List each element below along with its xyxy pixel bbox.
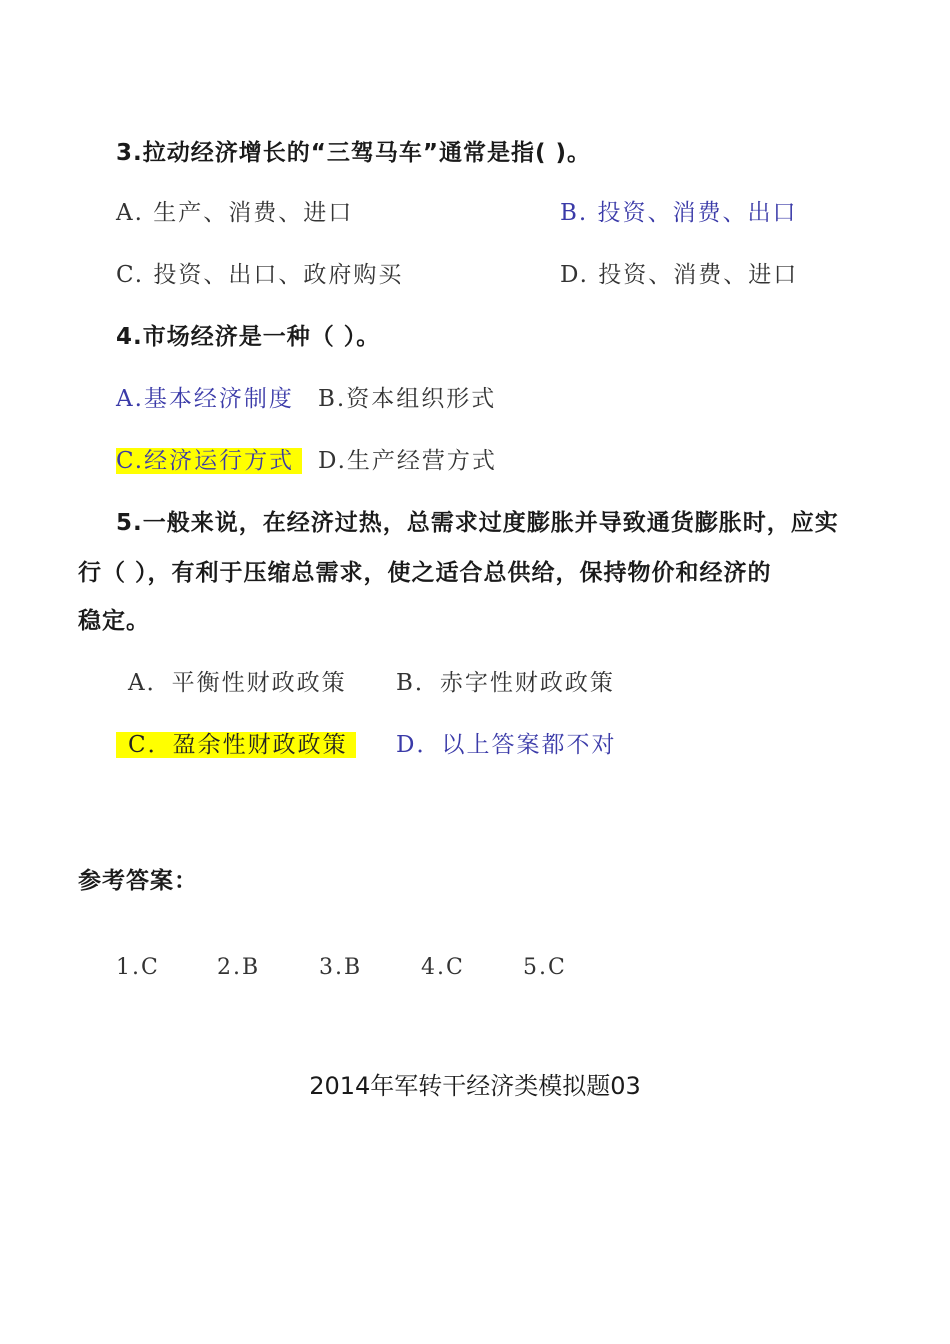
answers-heading: 参考答案： — [78, 868, 198, 894]
question-4-option-a: A.基本经济制度 — [116, 386, 294, 412]
question-3-option-d: D. 投资、消费、进口 — [560, 262, 799, 288]
answer-item: 3.B — [319, 955, 363, 980]
question-5-option-c: C．盈余性财政政策 — [116, 732, 356, 758]
question-3-option-b: B. 投资、消费、出口 — [560, 200, 798, 226]
answer-item: 1.C — [116, 955, 160, 980]
question-4-option-d: D.生产经营方式 — [318, 448, 497, 474]
question-3-option-c: C. 投资、出口、政府购买 — [116, 262, 404, 288]
answer-item: 2.B — [217, 955, 261, 980]
question-3-stem: 3.拉动经济增长的“三驾马车”通常是指( )。 — [116, 140, 592, 166]
question-4-stem: 4.市场经济是一种（ ）。 — [116, 324, 381, 350]
answer-item: 5.C — [523, 955, 567, 980]
question-5-option-b: B．赤字性财政政策 — [396, 670, 615, 696]
question-5-option-d: D．以上答案都不对 — [396, 732, 617, 758]
question-3-option-a: A. 生产、消费、进口 — [116, 200, 354, 226]
question-5-option-c-highlight — [116, 728, 356, 762]
question-5-stem-line-1: 5.一般来说，在经济过热，总需求过度膨胀并导致通货膨胀时，应实 — [116, 510, 839, 536]
question-5-stem-line-3: 稳定。 — [78, 608, 150, 634]
answer-item: 4.C — [421, 955, 465, 980]
section-title: 2014年军转干经济类模拟题03 — [309, 1072, 641, 1100]
question-5-stem-line-2: 行（ ），有利于压缩总需求，使之适合总供给，保持物价和经济的 — [78, 560, 772, 586]
question-4-option-b: B.资本组织形式 — [318, 386, 497, 412]
question-4-option-c-highlight — [116, 444, 302, 478]
question-5-option-a: A．平衡性财政政策 — [128, 670, 347, 696]
question-4-option-c: C.经济运行方式 — [116, 448, 302, 474]
